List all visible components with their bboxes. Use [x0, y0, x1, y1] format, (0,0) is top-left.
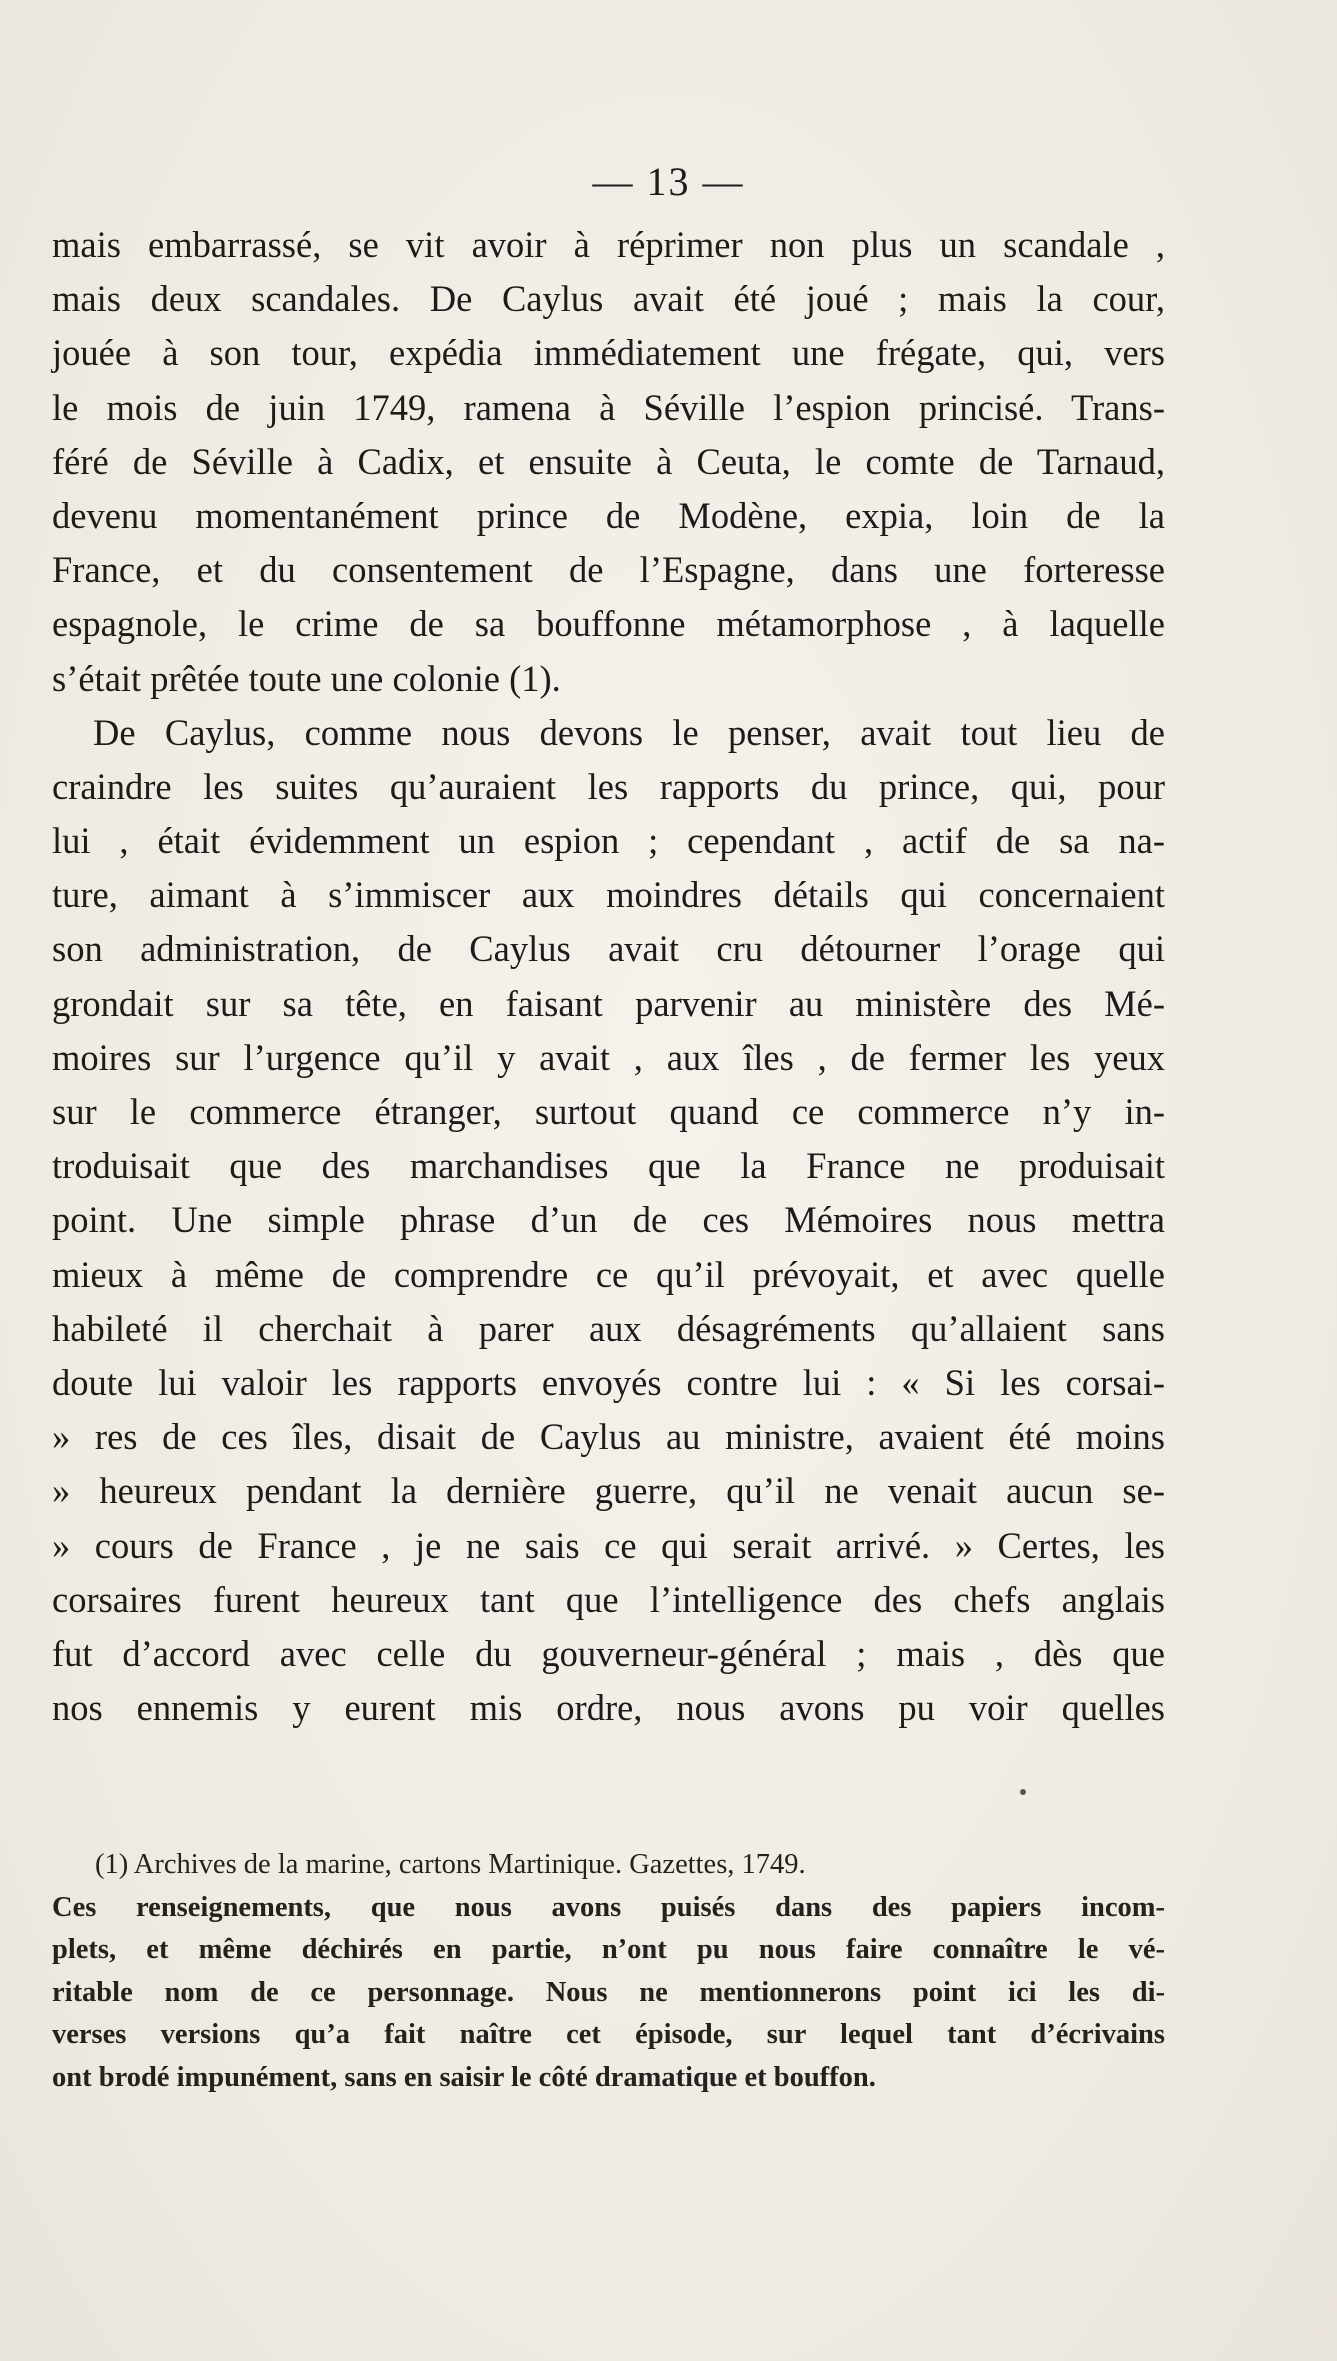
- body-line: France, et du consentement de l’Espagne, dans une forteresse: [52, 549, 1165, 591]
- page-number: — 13 —: [592, 159, 745, 204]
- body-line: espagnole, le crime de sa bouffonne métamorphose , à laquelle: [52, 603, 1165, 645]
- body-line: s’était prêtée toute une colonie (1).: [52, 657, 561, 699]
- footnote-line: ont brodé impunément, sans en saisir le côté dramatique et bouffon.: [52, 2061, 876, 2093]
- body-line: point. Une simple phrase d’un de ces Mémoires nous mettra: [52, 1199, 1165, 1241]
- body-line: » res de ces îles, disait de Caylus au ministre, avaient été moins: [52, 1416, 1165, 1458]
- body-line: devenu momentanément prince de Modène, expia, loin de la: [52, 494, 1165, 536]
- body-line: fut d’accord avec celle du gouverneur-général ; mais , dès que: [52, 1632, 1165, 1674]
- body-line: De Caylus, comme nous devons le penser, avait tout lieu de: [93, 711, 1165, 753]
- body-line: habileté il cherchait à parer aux désagréments qu’allaient sans: [52, 1307, 1165, 1349]
- body-line: moires sur l’urgence qu’il y avait , aux îles , de fermer les yeux: [52, 1036, 1165, 1078]
- body-line: mais embarrassé, se vit avoir à réprimer non plus un scandale ,: [52, 224, 1165, 265]
- body-line: le mois de juin 1749, ramena à Séville l’espion princisé. Trans-: [52, 386, 1165, 428]
- body-line: craindre les suites qu’auraient les rapports du prince, qui, pour: [52, 765, 1165, 807]
- body-line: ture, aimant à s’immiscer aux moindres détails qui concernaient: [52, 874, 1165, 916]
- body-line: troduisait que des marchandises que la France ne produisait: [52, 1145, 1165, 1187]
- body-line: lui , était évidemment un espion ; cependant , actif de sa na-: [52, 820, 1165, 862]
- body-line: » heureux pendant la dernière guerre, qu’il ne venait aucun se-: [52, 1470, 1165, 1512]
- body-line: corsaires furent heureux tant que l’intelligence des chefs anglais: [52, 1578, 1165, 1620]
- footnote-line: Ces renseignements, que nous avons puisés dans des papiers incom-: [52, 1891, 1165, 1923]
- footnote-line: verses versions qu’a fait naître cet épisode, sur lequel tant d’écrivains: [52, 2019, 1165, 2051]
- body-line: nos ennemis y eurent mis ordre, nous avons pu voir quelles: [52, 1687, 1165, 1729]
- body-line: son administration, de Caylus avait cru détourner l’orage qui: [52, 928, 1165, 970]
- body-line: jouée à son tour, expédia immédiatement une frégate, qui, vers: [52, 332, 1165, 374]
- body-line: féré de Séville à Cadix, et ensuite à Ceuta, le comte de Tarnaud,: [52, 440, 1165, 482]
- footnote-line: ritable nom de ce personnage. Nous ne mentionnerons point ici les di-: [52, 1976, 1165, 2008]
- body-line: mieux à même de comprendre ce qu’il prévoyait, et avec quelle: [52, 1253, 1165, 1295]
- footnotes: [52, 1844, 1165, 2100]
- body-text: [52, 218, 1165, 1735]
- body-line: » cours de France , je ne sais ce qui serait arrivé. » Certes, les: [52, 1524, 1165, 1566]
- footnote-line: plets, et même déchirés en partie, n’ont pu nous faire connaître le vé-: [52, 1934, 1165, 1966]
- body-line: doute lui valoir les rapports envoyés contre lui : « Si les corsai-: [52, 1361, 1165, 1403]
- footnote-line: (1) Archives de la marine, cartons Martinique. Gazettes, 1749.: [95, 1849, 806, 1880]
- body-line: mais deux scandales. De Caylus avait été joué ; mais la cour,: [52, 278, 1165, 320]
- body-line: sur le commerce étranger, surtout quand ce commerce n’y in-: [52, 1091, 1165, 1132]
- body-line: grondait sur sa tête, en faisant parvenir au ministère des Mé-: [52, 982, 1165, 1024]
- ink-speck: [1020, 1789, 1026, 1795]
